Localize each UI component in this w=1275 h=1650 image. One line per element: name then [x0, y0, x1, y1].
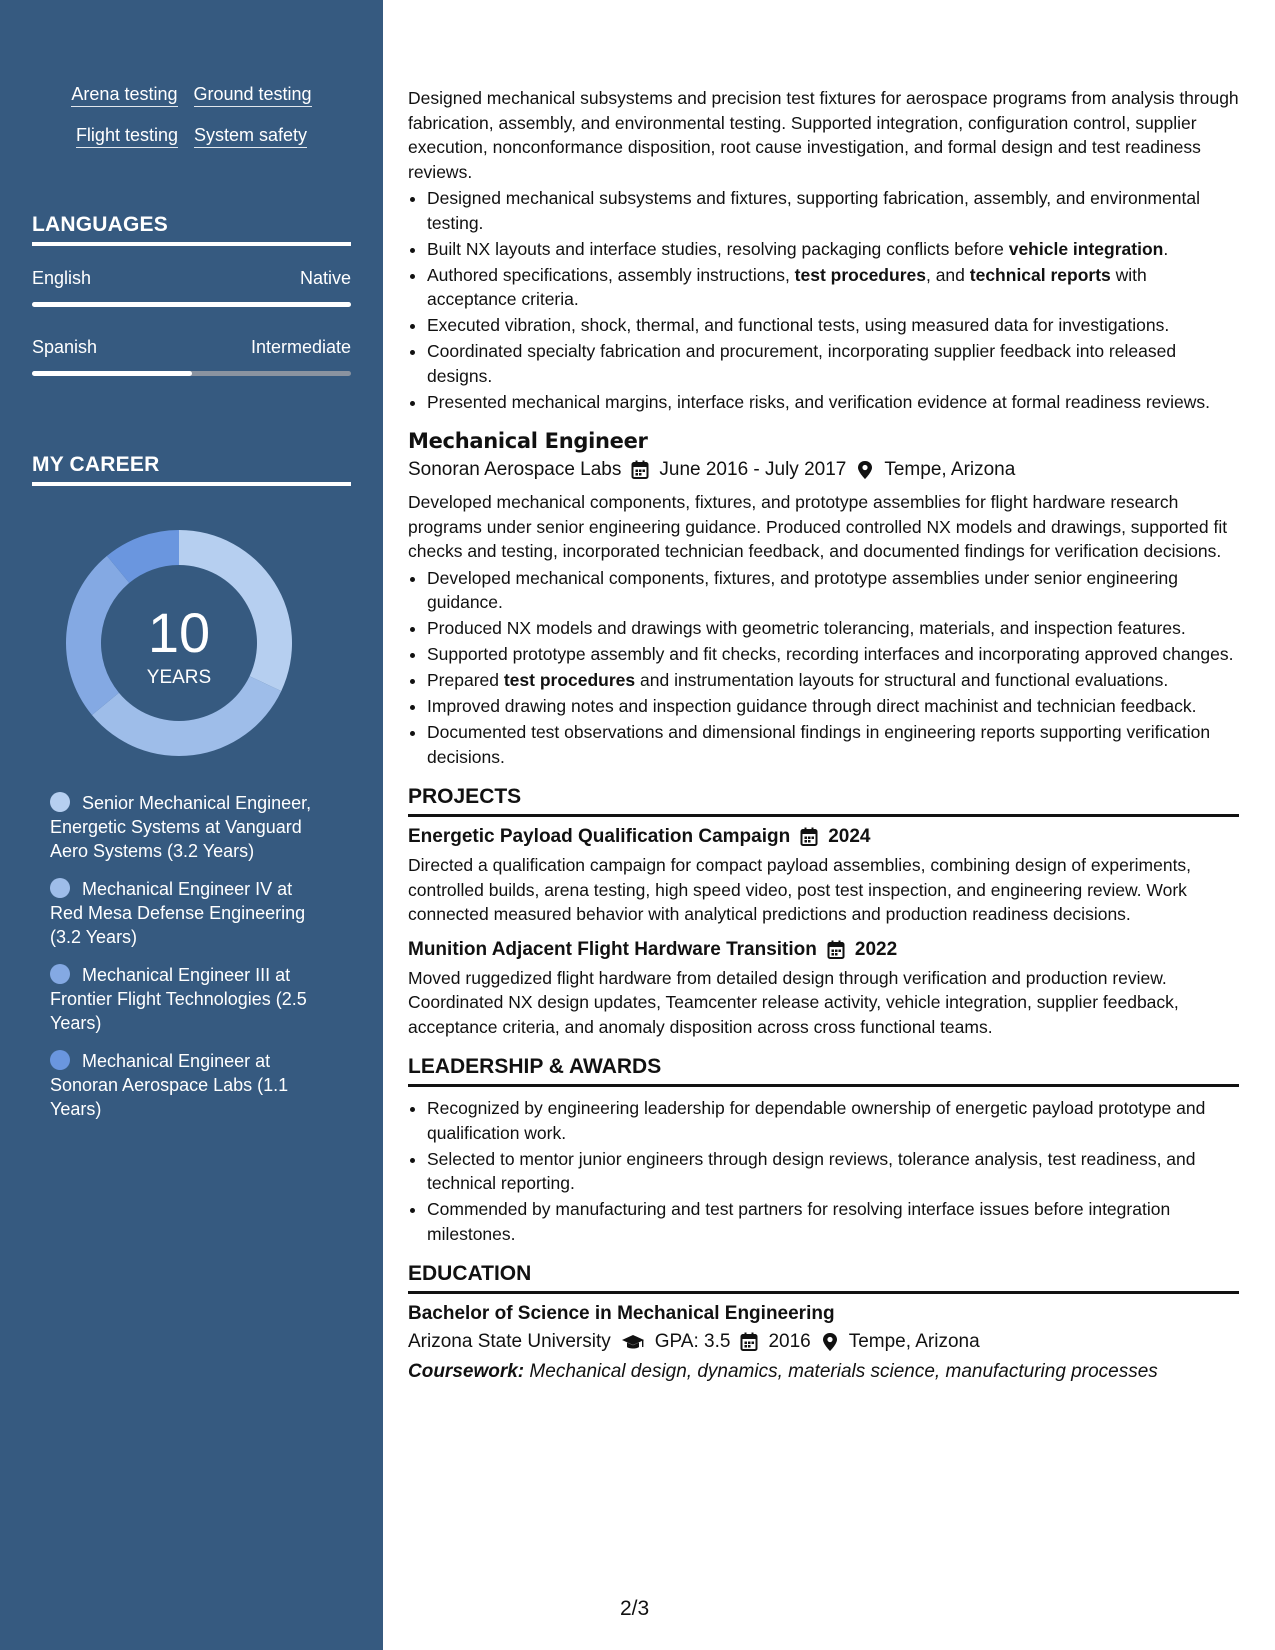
bullet-item: • Presented mechanical margins, interface risks, and verification evidence at formal readiness reviews. [427, 390, 1239, 415]
coursework-text: Mechanical design, dynamics, materials science, manufacturing processes [529, 1361, 1158, 1382]
skill-tag: Flight testing [76, 125, 178, 148]
awards-heading: LEADERSHIP & AWARDS [408, 1055, 1239, 1087]
language-name: English [32, 268, 92, 288]
bullet-item: • Coordinated specialty fabrication and procurement, incorporating supplier feedback into released designs. [427, 339, 1239, 388]
bullet-item: • Executed vibration, shock, thermal, and functional tests, using measured data for investigations. [427, 313, 1239, 338]
project-title [408, 939, 1239, 961]
school-location: Tempe, Arizona [848, 1331, 980, 1352]
job-meta [408, 459, 1239, 481]
project-year: 2024 [828, 826, 871, 847]
bullet-item: • Supported prototype assembly and fit checks, recording interfaces and incorporating approved changes. [427, 642, 1239, 667]
project-year: 2022 [854, 938, 898, 960]
language-bar-fill [32, 302, 351, 307]
bullet-item: • Prepared test procedures and instrumentation layouts for structural and functional evaluations. [427, 668, 1239, 693]
experience-summary: Designed mechanical subsystems and precision test fixtures for aerospace programs from analysis through fabrication, assembly, and environmental testing. Supported integration, configuration control, supplier execution, nonconformance disposition, root cause investigation, and formal design and test readiness reviews. [408, 88, 1239, 182]
bullet-item: • Designed mechanical subsystems and fixtures, supporting fabrication, assembly, and environmental testing. [427, 186, 1239, 235]
legend-dot [50, 878, 70, 898]
job-summary: Developed mechanical components, fixtures, and prototype assemblies for flight hardware research programs under senior engineering guidance. Produced controlled NX models and drawings, supported fit checks and testing, incorporated technician feedback, and documented findings for verification decisions. [408, 492, 1228, 561]
bullet-item: • Built NX layouts and interface studies, resolving packaging conflicts before vehicle integration. [427, 237, 1239, 262]
languages-heading: LANGUAGES [32, 213, 351, 246]
education-meta [408, 1331, 1239, 1353]
career-item-text: Mechanical Engineer III at Frontier Flight Technologies (2.5 Years) [50, 965, 307, 1033]
school-name: Arizona State University [408, 1331, 611, 1352]
calendar-icon [827, 940, 845, 960]
job-title: Mechanical Engineer [408, 429, 648, 453]
calendar-icon [800, 827, 818, 847]
gpa: GPA: 3.5 [654, 1331, 731, 1352]
bullet-item: • Documented test observations and dimensional findings in engineering reports supporting verification decisions. [427, 720, 1239, 769]
career-legend [50, 791, 330, 1135]
degree-title: Bachelor of Science in Mechanical Engineering [408, 1303, 835, 1324]
calendar-icon [631, 460, 649, 480]
career-item [50, 791, 330, 863]
language-english [32, 268, 351, 307]
legend-dot [50, 964, 70, 984]
skill-tag: System safety [194, 125, 307, 148]
project-name: Energetic Payload Qualification Campaign [408, 826, 791, 847]
bullet-item: • Authored specifications, assembly instructions, test procedures, and technical reports with acceptance criteria. [427, 263, 1239, 312]
location-pin-icon [821, 1332, 839, 1352]
career-item [50, 963, 330, 1035]
job-location: Tempe, Arizona [884, 459, 1016, 480]
location-pin-icon [856, 460, 874, 480]
language-bar-fill [32, 371, 192, 376]
career-item-text: Mechanical Engineer at Sonoran Aerospace Labs (1.1 Years) [50, 1051, 289, 1119]
experience-bullets [408, 186, 1239, 414]
donut-segment [66, 556, 129, 715]
language-level: Native [299, 268, 351, 288]
project-name: Munition Adjacent Flight Hardware Transition [408, 938, 817, 960]
career-item-text: Mechanical Engineer IV at Red Mesa Defense Engineering (3.2 Years) [50, 879, 306, 947]
bullet-item: • Developed mechanical components, fixtures, and prototype assemblies under senior engineering guidance. [427, 566, 1239, 615]
coursework [408, 1361, 1239, 1383]
legend-dot [50, 1050, 70, 1070]
language-bar [32, 302, 351, 307]
job-dates: June 2016 - July 2017 [659, 459, 847, 480]
graduation-cap-icon [621, 1332, 645, 1352]
skill-tag: Ground testing [194, 84, 312, 107]
sidebar [0, 0, 383, 1650]
skill-tag: Arena testing [71, 84, 177, 107]
donut-segment [92, 676, 281, 756]
skill-row [0, 125, 383, 148]
career-heading: MY CAREER [32, 453, 351, 486]
career-donut-chart [66, 530, 292, 756]
bullet-item: • Produced NX models and drawings with geometric tolerancing, materials, and inspection features. [427, 616, 1239, 641]
project-description: Moved ruggedized flight hardware from detailed design through verification and production review. Coordinated NX design updates, Teamcenter release activity, vehicle integration, supplier feedback, acceptance criteria, and anomaly disposition across cross functional teams. [408, 967, 1179, 1037]
graduation-year: 2016 [768, 1331, 811, 1352]
language-bar [32, 371, 351, 376]
bullet-item: • Commended by manufacturing and test partners for resolving interface issues before integration milestones. [427, 1197, 1239, 1246]
bullet-item: • Recognized by engineering leadership for dependable ownership of energetic payload prototype and qualification work. [427, 1096, 1239, 1145]
awards-bullets [408, 1096, 1239, 1246]
language-spanish [32, 337, 351, 376]
job-bullets [408, 566, 1239, 770]
bullet-item: • Improved drawing notes and inspection guidance through direct machinist and technician feedback. [427, 694, 1239, 719]
career-item [50, 1049, 330, 1121]
calendar-icon [740, 1332, 758, 1352]
language-level: Intermediate [250, 337, 351, 357]
career-item [50, 877, 330, 949]
education-heading: EDUCATION [408, 1262, 1239, 1294]
coursework-label: Coursework: [408, 1361, 525, 1382]
page-number: 2/3 [620, 1597, 650, 1620]
company-name: Sonoran Aerospace Labs [408, 459, 622, 480]
projects-heading: PROJECTS [408, 785, 1239, 817]
main-content [408, 86, 1239, 1383]
project-description: Directed a qualification campaign for compact payload assemblies, combining design of experiments, controlled builds, arena testing, high speed video, post test inspection, and engineering review. Work connected measured behavior with analytical predictions and production readiness decisions. [408, 855, 1192, 924]
language-name: Spanish [32, 337, 98, 357]
career-unit: YEARS [146, 667, 212, 688]
skill-row [0, 84, 383, 107]
career-item-text: Senior Mechanical Engineer, Energetic Systems at Vanguard Aero Systems (3.2 Years) [50, 793, 312, 861]
skills-tags [0, 84, 383, 166]
bullet-item: • Selected to mentor junior engineers through design reviews, tolerance analysis, test readiness, and technical reporting. [427, 1147, 1239, 1196]
legend-dot [50, 792, 70, 812]
career-total: 10 [147, 601, 211, 664]
project-title [408, 826, 1239, 848]
